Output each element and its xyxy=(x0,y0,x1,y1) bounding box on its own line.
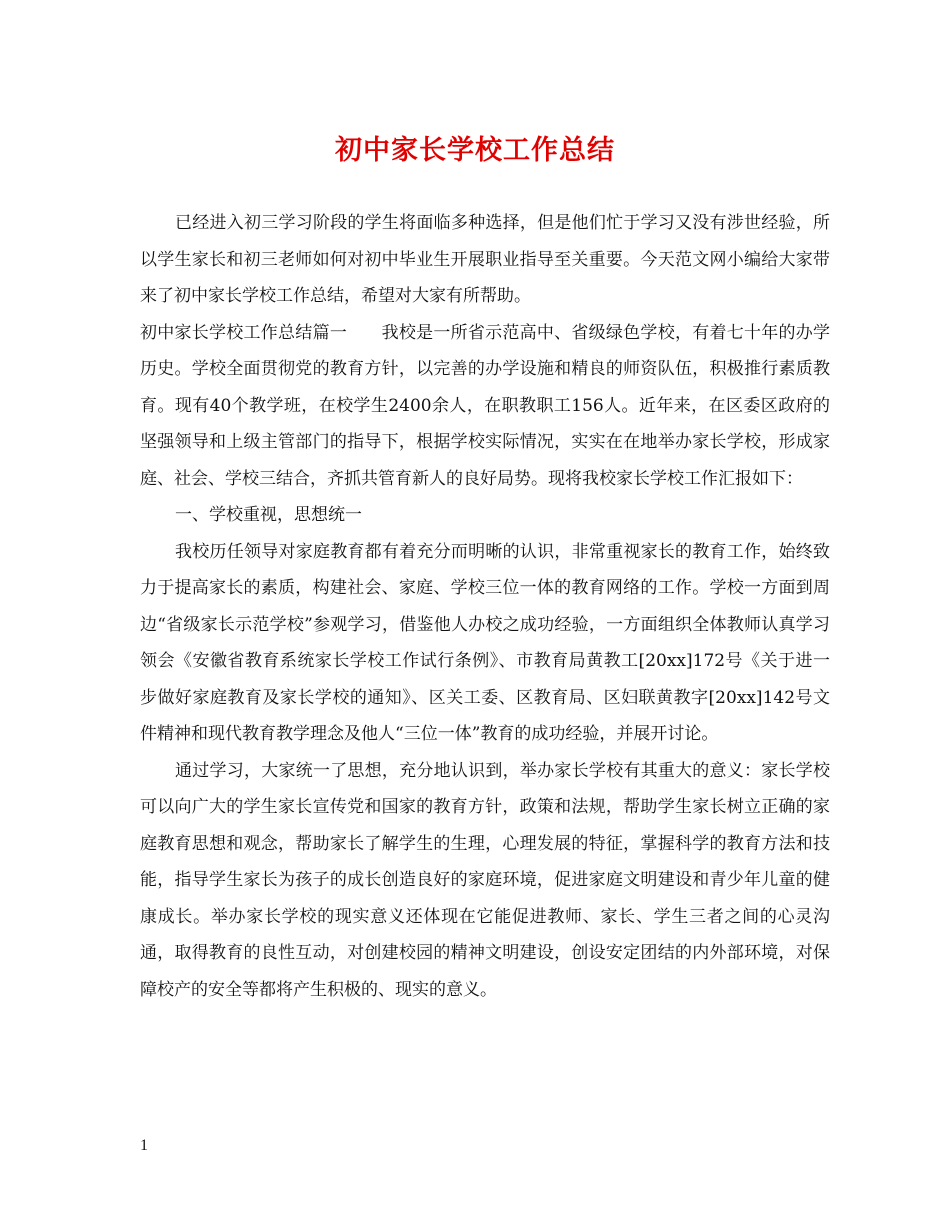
section-heading: 一、学校重视，思想统一 xyxy=(175,505,362,525)
document-body xyxy=(140,205,830,1008)
document-title: 初中家长学校工作总结 xyxy=(335,135,615,166)
summary-paragraph-1: 初中家长学校工作总结篇一 我校是一所省示范高中、省级绿色学校，有着七十年的办学历史。学校全面贯彻党的教育方针，以完善的办学设施和精良的师资队伍，积极推行素质教育。现有40个教学班，在校学生2400余人，在职教职工156人。近年来，在区委区政府的坚强领导和上级主管部门的指导下，根据学校实际情况，实实在在地举办家长学校，形成家庭、社会、学校三结合，齐抓共管育新人的良好局势。现将我校家长学校工作汇报如下： xyxy=(140,322,830,489)
page-number: 1 xyxy=(140,1137,148,1154)
body-paragraph-3: 通过学习，大家统一了思想，充分地认识到，举办家长学校有其重大的意义：家长学校可以向广大的学生家长宣传党和国家的教育方针，政策和法规，帮助学生家长树立正确的家庭教育思想和观念，帮助家长了解学生的生理，心理发展的特征，掌握科学的教育方法和技能，指导学生家长为孩子的成长创造良好的家庭环境，促进家庭文明建设和青少年儿童的健康成长。举办家长学校的现实意义还体现在它能促进教师、家长、学生三者之间的心灵沟通，取得教育的良性互动，对创建校园的精神文明建设，创设安定团结的内外部环境，对保障校产的安全等都将产生积极的、现实的意义。 xyxy=(140,760,830,1000)
intro-paragraph: 已经进入初三学习阶段的学生将面临多种选择，但是他们忙于学习又没有涉世经验，所以学生家长和初三老师如何对初中毕业生开展职业指导至关重要。今天范文网小编给大家带来了初中家长学校工作总结，希望对大家有所帮助。 xyxy=(140,213,830,306)
body-paragraph-2: 我校历任领导对家庭教育都有着充分而明晰的认识，非常重视家长的教育工作，始终致力于提高家长的素质，构建社会、家庭、学校三位一体的教育网络的工作。学校一方面到周边“省级家长示范学校”参观学习，借鉴他人办校之成功经验，一方面组织全体教师认真学习领会《安徽省教育系统家长学校工作试行条例》、市教育局黄教工[20xx]172号《关于进一步做好家庭教育及家长学校的通知》、区关工委、区教育局、区妇联黄教字[20xx]142号文件精神和现代教育教学理念及他人“三位一体”教育的成功经验，并展开讨论。 xyxy=(140,541,830,744)
